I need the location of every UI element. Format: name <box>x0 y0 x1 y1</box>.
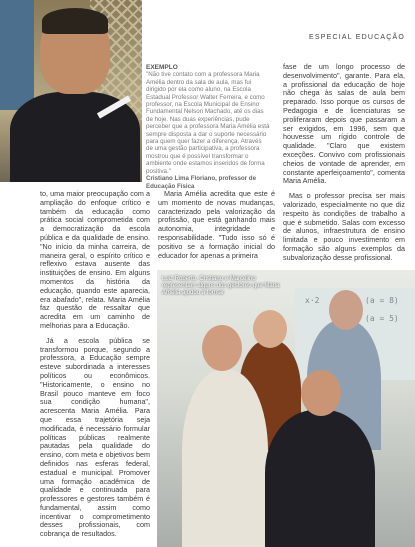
board-text: (a = 5) <box>365 314 399 323</box>
teacher-portrait-photo <box>0 0 142 182</box>
paragraph: Mas o professor precisa ser mais valorizado, especialmente no que diz respeito às condições de trabalho a que é submetido. Salas com excesso de alunos, infraestrutura de ensino limitada e pouco investimento em formação são alguns exemplos da subvalorização desse profissional. <box>283 191 405 262</box>
paragraph: Já a escola pública se transformou porque, segundo a professora, a Educação sempre esteve subordinada a interesses políticos ou econômicos. "Historicamente, o ensino no Brasil pouco manteve em foco sua condição humana", acrescenta Maria Amélia. Para que essa trajetória seja modificada, é necessário formular políticas públicas realmente pautadas pela qualidade do ensino, com meta e objetivos bem definidos nas esferas federal, estadual e municipal. Promover uma formação acadêmica de qualidade e continuada para professores e gestores também é fundamental, assim como incentivar o comprometimento desses profissionais, com cobrança de resultados. <box>40 335 150 539</box>
right-column <box>283 63 405 269</box>
person-young-man-head <box>301 370 341 416</box>
person-seated-man-head <box>202 325 242 371</box>
section-header: ESPECIAL EDUCAÇÃO <box>309 34 405 41</box>
person-young-man <box>265 410 375 547</box>
pull-quote-text: "Não tive contato com a professora Maria Amélia dentro da sala de aula, mas fui dirigido por ela como aluno, na Escola Estadual Professor Walter Ferreira, e como professor, na Escola Municipal de Ensino Fundamental Nelson Machado, até os dias de hoje. Nas duas experiências, pude perceber que a professora Maria Amélia está sempre disposta a dar o suporte necessário para quem quer fazer a diferença. Através de uma gestão participativa, a professora mostrou que é possível transformar o ambiente onde estamos inseridos de forma positiva." <box>146 71 270 175</box>
board-text: x·2 <box>305 296 320 305</box>
person-seated-man <box>182 370 268 547</box>
board-text: (a = 8) <box>365 296 399 305</box>
middle-column <box>158 190 275 266</box>
pull-quote <box>146 64 270 190</box>
left-column <box>40 190 150 545</box>
group-photo <box>157 270 415 547</box>
hair <box>42 8 108 34</box>
pull-quote-author: Cristiano Lima Floriano, professor de Educação Física <box>146 175 257 190</box>
paragraph: fase de um longo processo de desenvolvimento", garante. Para ela, a profissional da educação de hoje não chega às salas de aula bem preparado. Isso porque os cursos de Pedagogia e de licenciaturas se proliferaram depois que passaram a ser exigidos, em 1996, sem que houvesse um rígido controle de qualidade. "Claro que existem exceções. Convivo com profissionais cheios de vontade de aprender, em constante aperfeiçoamento", comenta Maria Amélia. <box>283 62 405 186</box>
photo-caption: Luiz Roberto, Cristiano e Marcelino representam alguns dos gestores que Maria Amélia ajudou a formar <box>162 276 280 296</box>
person-older-man-head <box>329 290 363 330</box>
person-woman-head <box>253 310 287 348</box>
pull-quote-label: EXEMPLO <box>146 64 178 71</box>
paragraph: to, uma maior preocupação com a ampliação do enfoque crítico e também da educação como prática social comprometida com a democratização da escola pública e da qualidade de ensino. "No início da minha carreira, de maneira geral, o espírito crítico e reflexivo estava ausente das instituições de ensino. Em alguns momentos da história da educação, quando este aparecia, era abafado", relata. Maria Amélia faz questão de ressaltar que acredita em um caminho de melhorias para a Educação. <box>40 189 150 330</box>
background-door <box>0 0 34 110</box>
paragraph: Maria Amélia acredita que este é um momento de novas mudanças, caracterizado pela valorização da profissão, que está ganhando mais autonomia, integridade e responsabilidade. "Tudo isso só é positivo se a formação inicial do educador for apenas a primeira <box>158 189 275 260</box>
